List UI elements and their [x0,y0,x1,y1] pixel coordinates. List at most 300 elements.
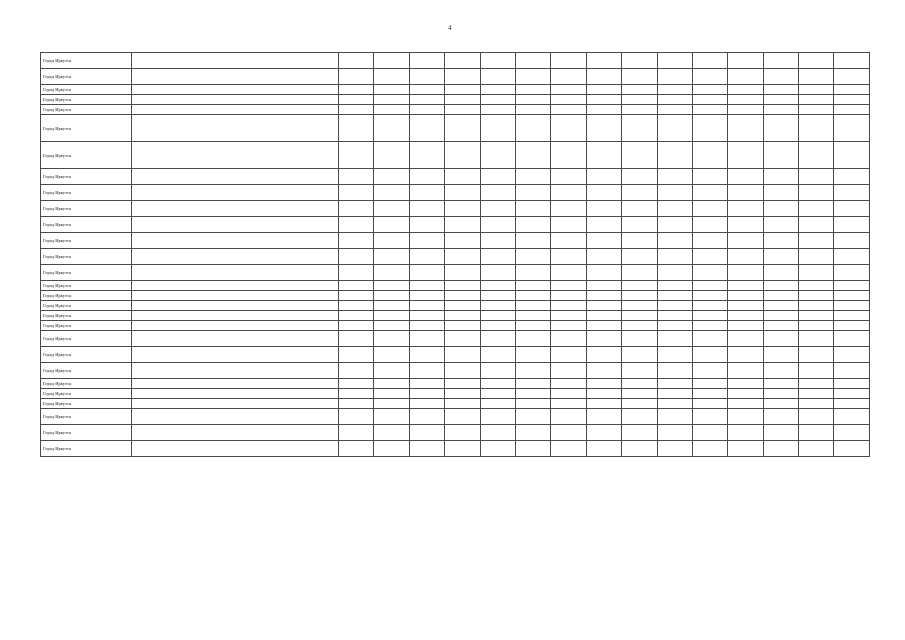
value-cell-10 [657,331,692,347]
value-cell-7 [551,95,586,105]
value-cell-12 [728,95,763,105]
value-cell-15 [834,441,870,457]
value-cell-11 [692,311,727,321]
value-cell-12 [728,217,763,233]
table-row [41,249,870,265]
value-cell-6 [515,53,550,69]
value-cell-11 [692,53,727,69]
value-cell-13 [763,185,798,201]
value-cell-11 [692,201,727,217]
value-cell-14 [799,347,834,363]
value-cell-7 [551,265,586,281]
value-cell-12 [728,347,763,363]
city-cell: Город Иркутск [41,331,132,347]
value-cell-14 [799,441,834,457]
value-cell-15 [834,379,870,389]
table-row [41,69,870,85]
value-cell-8 [586,201,621,217]
value-cell-9 [622,291,657,301]
value-cell-8 [586,115,621,142]
value-cell-6 [515,233,550,249]
value-cell-11 [692,105,727,115]
value-cell-14 [799,105,834,115]
value-cell-8 [586,53,621,69]
table-row [41,169,870,185]
institution-name-cell [132,321,339,331]
value-cell-11 [692,347,727,363]
institution-name-cell [132,233,339,249]
institution-name-cell [132,249,339,265]
value-cell-8 [586,69,621,85]
value-cell-6 [515,249,550,265]
value-cell-9 [622,331,657,347]
value-cell-3 [409,53,444,69]
value-cell-11 [692,301,727,311]
value-cell-8 [586,441,621,457]
value-cell-4 [445,201,480,217]
value-cell-2 [374,301,409,311]
value-cell-10 [657,105,692,115]
value-cell-4 [445,281,480,291]
value-cell-3 [409,441,444,457]
table-row [41,85,870,95]
value-cell-15 [834,105,870,115]
city-cell: Город Иркутск [41,217,132,233]
value-cell-6 [515,217,550,233]
value-cell-3 [409,201,444,217]
city-cell: Город Иркутск [41,115,132,142]
value-cell-6 [515,301,550,311]
value-cell-15 [834,95,870,105]
value-cell-10 [657,265,692,281]
value-cell-10 [657,311,692,321]
value-cell-7 [551,363,586,379]
value-cell-1 [339,311,374,321]
value-cell-14 [799,265,834,281]
value-cell-4 [445,53,480,69]
value-cell-3 [409,291,444,301]
value-cell-14 [799,95,834,105]
value-cell-1 [339,85,374,95]
value-cell-4 [445,389,480,399]
value-cell-13 [763,115,798,142]
value-cell-2 [374,69,409,85]
value-cell-9 [622,85,657,95]
value-cell-2 [374,185,409,201]
value-cell-1 [339,233,374,249]
value-cell-5 [480,265,515,281]
table-row [41,363,870,379]
value-cell-14 [799,201,834,217]
value-cell-7 [551,115,586,142]
value-cell-1 [339,53,374,69]
table-row [41,311,870,321]
value-cell-4 [445,301,480,311]
value-cell-5 [480,95,515,105]
table-row [41,217,870,233]
value-cell-13 [763,291,798,301]
value-cell-6 [515,201,550,217]
value-cell-2 [374,201,409,217]
value-cell-13 [763,142,798,169]
value-cell-15 [834,265,870,281]
value-cell-9 [622,441,657,457]
value-cell-12 [728,265,763,281]
value-cell-7 [551,85,586,95]
value-cell-13 [763,311,798,321]
value-cell-10 [657,409,692,425]
value-cell-10 [657,321,692,331]
value-cell-6 [515,409,550,425]
value-cell-11 [692,321,727,331]
value-cell-15 [834,249,870,265]
value-cell-15 [834,311,870,321]
value-cell-8 [586,281,621,291]
value-cell-7 [551,281,586,291]
table-row [41,389,870,399]
value-cell-2 [374,331,409,347]
value-cell-6 [515,95,550,105]
value-cell-6 [515,169,550,185]
value-cell-3 [409,311,444,321]
value-cell-5 [480,281,515,291]
value-cell-1 [339,409,374,425]
ledger-table [40,52,870,457]
value-cell-1 [339,265,374,281]
value-cell-2 [374,347,409,363]
institution-name-cell [132,347,339,363]
value-cell-2 [374,105,409,115]
value-cell-14 [799,409,834,425]
value-cell-4 [445,363,480,379]
value-cell-6 [515,185,550,201]
value-cell-5 [480,331,515,347]
value-cell-9 [622,363,657,379]
institution-name-cell [132,105,339,115]
value-cell-3 [409,409,444,425]
value-cell-5 [480,389,515,399]
value-cell-15 [834,69,870,85]
value-cell-7 [551,301,586,311]
value-cell-11 [692,441,727,457]
value-cell-3 [409,399,444,409]
value-cell-12 [728,301,763,311]
value-cell-15 [834,425,870,441]
value-cell-4 [445,85,480,95]
value-cell-3 [409,425,444,441]
value-cell-8 [586,311,621,321]
institution-name-cell [132,291,339,301]
value-cell-12 [728,321,763,331]
value-cell-1 [339,169,374,185]
city-cell: Город Иркутск [41,291,132,301]
value-cell-15 [834,281,870,291]
value-cell-11 [692,249,727,265]
institution-name-cell [132,85,339,95]
value-cell-13 [763,69,798,85]
value-cell-4 [445,379,480,389]
value-cell-15 [834,85,870,95]
city-cell: Город Иркутск [41,69,132,85]
city-cell: Город Иркутск [41,389,132,399]
value-cell-15 [834,142,870,169]
value-cell-12 [728,105,763,115]
value-cell-2 [374,265,409,281]
city-cell: Город Иркутск [41,142,132,169]
value-cell-4 [445,217,480,233]
value-cell-6 [515,441,550,457]
value-cell-6 [515,291,550,301]
table-row [41,347,870,363]
value-cell-6 [515,379,550,389]
value-cell-2 [374,379,409,389]
value-cell-7 [551,185,586,201]
value-cell-2 [374,321,409,331]
value-cell-11 [692,95,727,105]
value-cell-2 [374,425,409,441]
value-cell-8 [586,217,621,233]
value-cell-6 [515,311,550,321]
value-cell-3 [409,69,444,85]
value-cell-14 [799,169,834,185]
value-cell-8 [586,363,621,379]
value-cell-15 [834,321,870,331]
table-row [41,321,870,331]
value-cell-7 [551,53,586,69]
value-cell-8 [586,399,621,409]
value-cell-9 [622,321,657,331]
value-cell-1 [339,399,374,409]
value-cell-10 [657,291,692,301]
value-cell-3 [409,347,444,363]
value-cell-4 [445,311,480,321]
institution-name-cell [132,389,339,399]
value-cell-8 [586,85,621,95]
value-cell-10 [657,379,692,389]
value-cell-14 [799,233,834,249]
value-cell-9 [622,249,657,265]
value-cell-3 [409,169,444,185]
value-cell-12 [728,115,763,142]
value-cell-9 [622,379,657,389]
value-cell-10 [657,389,692,399]
value-cell-8 [586,301,621,311]
value-cell-4 [445,331,480,347]
value-cell-3 [409,105,444,115]
table-row [41,379,870,389]
institution-name-cell [132,142,339,169]
value-cell-1 [339,363,374,379]
value-cell-15 [834,233,870,249]
table-row [41,105,870,115]
value-cell-4 [445,115,480,142]
value-cell-7 [551,142,586,169]
value-cell-9 [622,185,657,201]
value-cell-4 [445,69,480,85]
value-cell-1 [339,249,374,265]
value-cell-11 [692,185,727,201]
city-cell: Город Иркутск [41,347,132,363]
value-cell-5 [480,201,515,217]
value-cell-1 [339,389,374,399]
institution-name-cell [132,363,339,379]
value-cell-9 [622,69,657,85]
value-cell-10 [657,201,692,217]
value-cell-13 [763,379,798,389]
value-cell-10 [657,115,692,142]
value-cell-14 [799,69,834,85]
institution-name-cell [132,115,339,142]
value-cell-3 [409,115,444,142]
value-cell-14 [799,291,834,301]
value-cell-13 [763,249,798,265]
value-cell-11 [692,217,727,233]
value-cell-12 [728,169,763,185]
table-row [41,301,870,311]
value-cell-2 [374,399,409,409]
value-cell-14 [799,185,834,201]
table-row [41,95,870,105]
institution-name-cell [132,399,339,409]
city-cell: Город Иркутск [41,105,132,115]
value-cell-6 [515,399,550,409]
value-cell-15 [834,53,870,69]
value-cell-7 [551,347,586,363]
city-cell: Город Иркутск [41,85,132,95]
value-cell-9 [622,265,657,281]
value-cell-3 [409,95,444,105]
value-cell-10 [657,169,692,185]
value-cell-11 [692,425,727,441]
city-cell: Город Иркутск [41,379,132,389]
value-cell-8 [586,249,621,265]
value-cell-5 [480,441,515,457]
value-cell-12 [728,399,763,409]
value-cell-5 [480,217,515,233]
value-cell-3 [409,142,444,169]
value-cell-13 [763,321,798,331]
ledger-body [41,53,870,457]
value-cell-12 [728,291,763,301]
value-cell-11 [692,169,727,185]
value-cell-11 [692,331,727,347]
table-row [41,53,870,69]
value-cell-12 [728,311,763,321]
value-cell-9 [622,142,657,169]
value-cell-1 [339,281,374,291]
value-cell-13 [763,347,798,363]
value-cell-15 [834,331,870,347]
table-row [41,142,870,169]
value-cell-12 [728,201,763,217]
value-cell-5 [480,311,515,321]
value-cell-6 [515,347,550,363]
institution-name-cell [132,217,339,233]
value-cell-1 [339,321,374,331]
institution-name-cell [132,53,339,69]
value-cell-4 [445,233,480,249]
value-cell-12 [728,53,763,69]
value-cell-15 [834,347,870,363]
table-row [41,233,870,249]
institution-name-cell [132,281,339,291]
value-cell-5 [480,347,515,363]
city-cell: Город Иркутск [41,53,132,69]
value-cell-2 [374,291,409,301]
city-cell: Город Иркутск [41,201,132,217]
table-row [41,281,870,291]
value-cell-9 [622,409,657,425]
value-cell-8 [586,409,621,425]
city-cell: Город Иркутск [41,249,132,265]
value-cell-5 [480,291,515,301]
value-cell-11 [692,399,727,409]
city-cell: Город Иркутск [41,233,132,249]
value-cell-9 [622,399,657,409]
value-cell-6 [515,331,550,347]
institution-name-cell [132,409,339,425]
value-cell-14 [799,301,834,311]
city-cell: Город Иркутск [41,95,132,105]
value-cell-5 [480,425,515,441]
value-cell-10 [657,399,692,409]
value-cell-1 [339,185,374,201]
value-cell-13 [763,201,798,217]
value-cell-12 [728,185,763,201]
value-cell-2 [374,142,409,169]
value-cell-8 [586,389,621,399]
table-row [41,409,870,425]
value-cell-12 [728,69,763,85]
value-cell-15 [834,115,870,142]
value-cell-4 [445,441,480,457]
value-cell-5 [480,399,515,409]
value-cell-5 [480,69,515,85]
value-cell-2 [374,85,409,95]
value-cell-10 [657,249,692,265]
value-cell-7 [551,249,586,265]
value-cell-8 [586,95,621,105]
city-cell: Город Иркутск [41,265,132,281]
value-cell-12 [728,363,763,379]
value-cell-15 [834,217,870,233]
value-cell-12 [728,142,763,169]
value-cell-8 [586,321,621,331]
value-cell-12 [728,249,763,265]
value-cell-7 [551,321,586,331]
value-cell-13 [763,265,798,281]
value-cell-9 [622,301,657,311]
table-row [41,291,870,301]
institution-name-cell [132,201,339,217]
value-cell-10 [657,85,692,95]
value-cell-15 [834,169,870,185]
value-cell-5 [480,363,515,379]
city-cell: Город Иркутск [41,321,132,331]
value-cell-10 [657,142,692,169]
value-cell-2 [374,409,409,425]
value-cell-2 [374,217,409,233]
value-cell-2 [374,311,409,321]
value-cell-13 [763,363,798,379]
value-cell-2 [374,249,409,265]
value-cell-3 [409,331,444,347]
value-cell-13 [763,441,798,457]
value-cell-1 [339,425,374,441]
value-cell-11 [692,265,727,281]
value-cell-8 [586,425,621,441]
value-cell-11 [692,379,727,389]
